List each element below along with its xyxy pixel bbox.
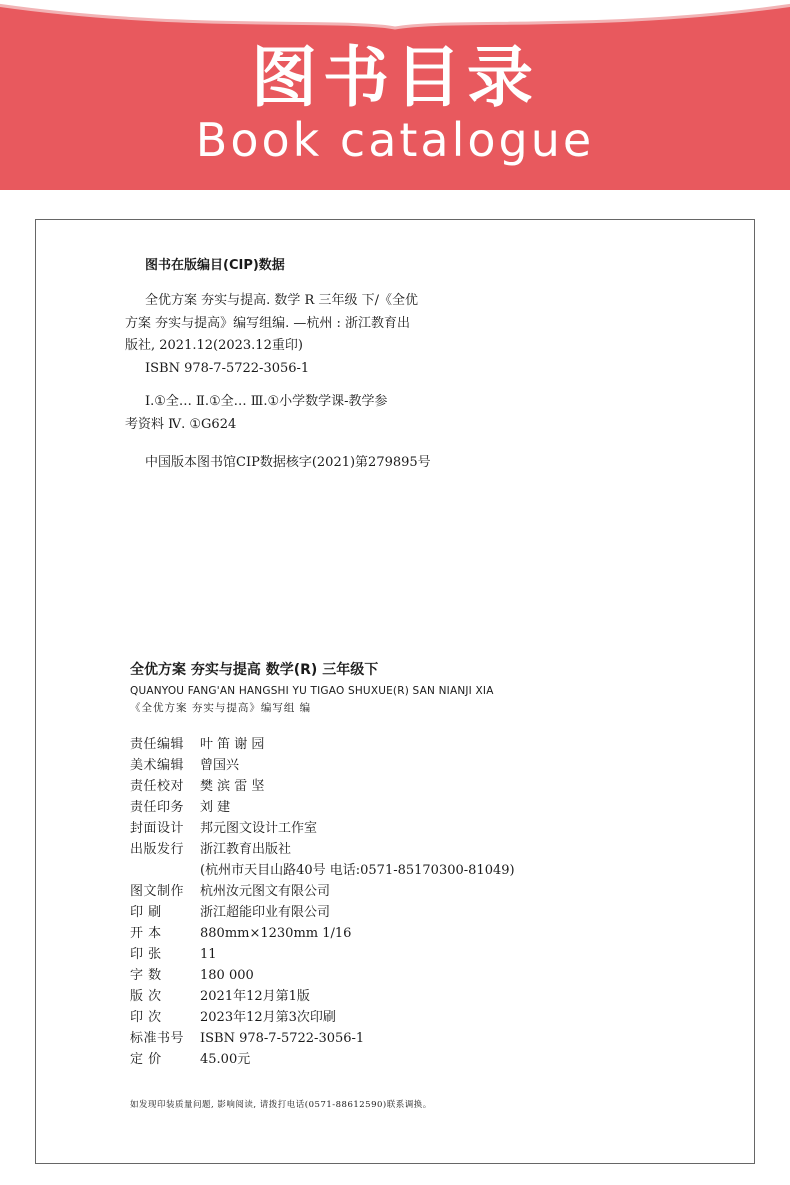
meta-value: 11 <box>200 947 217 962</box>
cip-verification: 中国版本图书馆CIP数据核字(2021)第279895号 <box>145 455 431 470</box>
meta-value: 880mm×1230mm 1/16 <box>200 926 352 941</box>
meta-value: ISBN 978-7-5722-3056-1 <box>200 1031 365 1046</box>
meta-value: 刘 建 <box>200 800 231 815</box>
meta-label: 标准书号 <box>130 1031 185 1046</box>
meta-label: 责任印务 <box>130 800 185 815</box>
meta-value: 2023年12月第3次印刷 <box>200 1010 336 1025</box>
meta-label: 责任编辑 <box>130 737 185 752</box>
book-pinyin-title: QUANYOU FANG'AN HANGSHI YU TIGAO SHUXUE(R) SAN NIANJI XIA <box>130 685 494 697</box>
book-editor: 《全优方案 夯实与提高》编写组 编 <box>130 702 312 714</box>
cip-record-line: 全优方案 夯实与提高. 数学 R 三年级 下/《全优 <box>145 293 418 308</box>
banner-subtitle: Book catalogue <box>195 113 595 167</box>
meta-value: 曾国兴 <box>200 758 240 773</box>
banner-title: 图书目录 <box>251 39 539 116</box>
meta-label: 美术编辑 <box>130 758 185 773</box>
meta-value: (杭州市天目山路40号 电话:0571-85170300-81049) <box>200 863 515 878</box>
meta-value: 杭州汝元图文有限公司 <box>200 884 331 899</box>
cip-heading: 图书在版编目(CIP)数据 <box>145 258 285 273</box>
meta-value: 2021年12月第1版 <box>200 989 310 1004</box>
cip-subject-line: Ⅰ.①全… Ⅱ.①全… Ⅲ.①小学数学课-教学参 <box>145 394 388 409</box>
meta-value: 浙江教育出版社 <box>200 842 292 857</box>
meta-value: 樊 滨 雷 坚 <box>200 779 265 794</box>
meta-label: 印 次 <box>130 1010 162 1025</box>
cip-record-line: 版社, 2021.12(2023.12重印) <box>125 338 303 353</box>
footer-note: 如发现印装质量问题, 影响阅读, 请拨打电话(0571-88612590)联系调换。 <box>130 1100 432 1110</box>
meta-label: 封面设计 <box>130 821 185 836</box>
meta-value: 180 000 <box>200 968 254 983</box>
meta-label: 版 次 <box>130 989 162 1004</box>
meta-label: 出版发行 <box>130 842 185 857</box>
cip-record-line: ISBN 978-7-5722-3056-1 <box>145 361 310 376</box>
meta-label: 印 刷 <box>130 905 162 920</box>
cip-subject-line: 考资料 Ⅳ. ①G624 <box>125 417 237 432</box>
meta-label: 字 数 <box>130 968 162 983</box>
meta-value: 浙江超能印业有限公司 <box>200 905 331 920</box>
meta-label: 开 本 <box>130 926 162 941</box>
meta-value: 45.00元 <box>200 1052 251 1067</box>
meta-label: 图文制作 <box>130 884 185 899</box>
meta-label: 责任校对 <box>130 779 185 794</box>
meta-label: 印 张 <box>130 947 162 962</box>
meta-value: 邦元图文设计工作室 <box>200 821 318 836</box>
meta-value: 叶 笛 谢 园 <box>200 737 265 752</box>
cip-record-line: 方案 夯实与提高》编写组编. —杭州 : 浙江教育出 <box>125 316 411 331</box>
meta-label: 定 价 <box>130 1052 162 1067</box>
page-curl-decoration <box>0 0 790 38</box>
header-banner <box>0 0 790 190</box>
book-title: 全优方案 夯实与提高 数学(R) 三年级下 <box>130 662 379 678</box>
